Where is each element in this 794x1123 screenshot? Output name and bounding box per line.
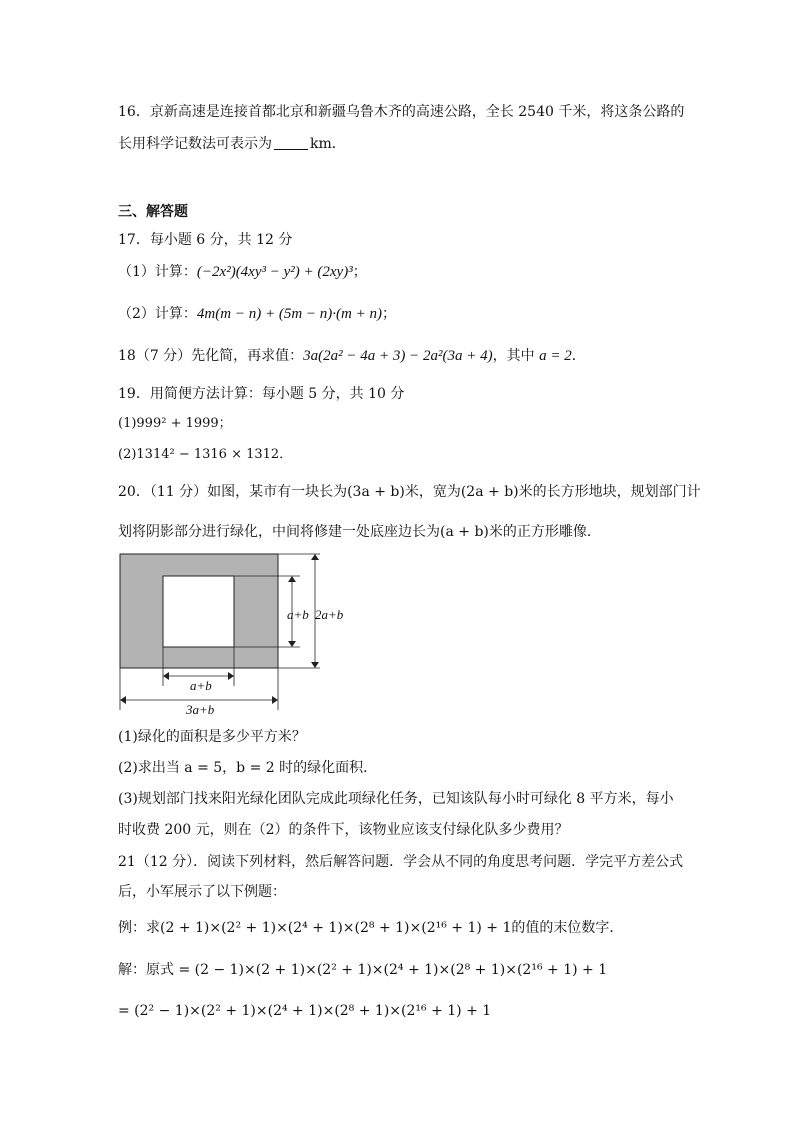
q16-line1: 16．京新高速是连接首都北京和新疆乌鲁木齐的高速公路，全长 2540 千米，将这条公路的 [118,104,685,120]
q20-line2: 划将阴影部分进行绿化，中间将修建一处底座边长为(a + b)米的正方形雕像． [118,524,601,540]
answer-blank [274,135,308,150]
q17-part2 [118,304,396,324]
q18 [118,346,586,366]
q21-line1: 21（12 分）．阅读下列材料，然后解答问题．学会从不同的角度思考问题．学完平方差公式 [118,854,684,870]
q18-condition: a = 2 [539,348,572,364]
q21-line2: 后，小军展示了以下例题： [118,884,286,900]
q20-sub3-line2: 时收费 200 元，则在（2）的条件下，该物业应该支付绿化队多少费用？ [118,822,569,838]
label-inner-width: a+b [190,678,212,693]
q18-prefix: 18（7 分）先化简，再求值： [118,348,304,364]
label-inner-height: a+b [287,607,309,622]
q21-solution-line1: 解：原式 = (2 − 1)×(2 + 1)×(2² + 1)×(2⁴ + 1)×(2⁸ + 1)×(2¹⁶ + 1) + 1 [118,962,608,978]
q20-sub3-line1: (3)规划部门找来阳光绿化团队完成此项绿化任务，已知该队每小时可绿化 8 平方米，每小 [118,791,674,807]
q16-line2-text: 长用科学记数法可表示为 [118,136,272,152]
q19-part1: (1)999² + 1999； [118,416,232,431]
q16-line2 [118,134,346,154]
q18-end: ． [571,348,586,364]
q20-line1: 20．（11 分）如图，某市有一块长为(3a + b)米，宽为(2a + b)米的长方形地块，规划部门计 [118,484,701,500]
label-outer-height: 2a+b [315,607,344,622]
statue-square [163,576,234,647]
q17-part1-end: ； [352,264,367,280]
q16-unit: km． [310,136,346,152]
q17-part1 [118,262,367,282]
q20-sub2: (2)求出当 a = 5，b = 2 时的绿化面积． [118,760,378,776]
q18-expression: 3a(2a² − 4a + 3) − 2a²(3a + 4) [303,348,493,364]
q17-part2-label: （2）计算： [118,306,197,322]
q17-part1-label: （1）计算： [118,264,197,280]
q17-heading: 17．每小题 6 分，共 12 分 [118,232,293,248]
q17-part1-expression: (−2x²)(4xy³ − y²) + (2xy)³ [196,264,353,280]
q19-heading: 19．用简便方法计算：每小题 5 分，共 10 分 [118,386,405,402]
q17-part2-end: ； [381,306,396,322]
q17-part2-expression: 4m(m − n) + (5m − n)·(m + n) [196,306,382,322]
q20-figure [118,552,378,722]
q21-solution-line2: = (2² − 1)×(2² + 1)×(2⁴ + 1)×(2⁸ + 1)×(2¹⁶ + 1) + 1 [118,1003,492,1019]
label-outer-width: 3a+b [186,702,215,717]
section-heading: 三、解答题 [118,204,188,220]
q20-sub1: (1)绿化的面积是多少平方米？ [118,729,306,745]
q18-where: ，其中 [492,348,540,364]
q19-part2: (2)1314² − 1316 × 1312． [118,447,293,462]
q21-example: 例：求(2 + 1)×(2² + 1)×(2⁴ + 1)×(2⁸ + 1)×(2¹⁶ + 1) + 1的值的末位数字． [118,920,624,936]
